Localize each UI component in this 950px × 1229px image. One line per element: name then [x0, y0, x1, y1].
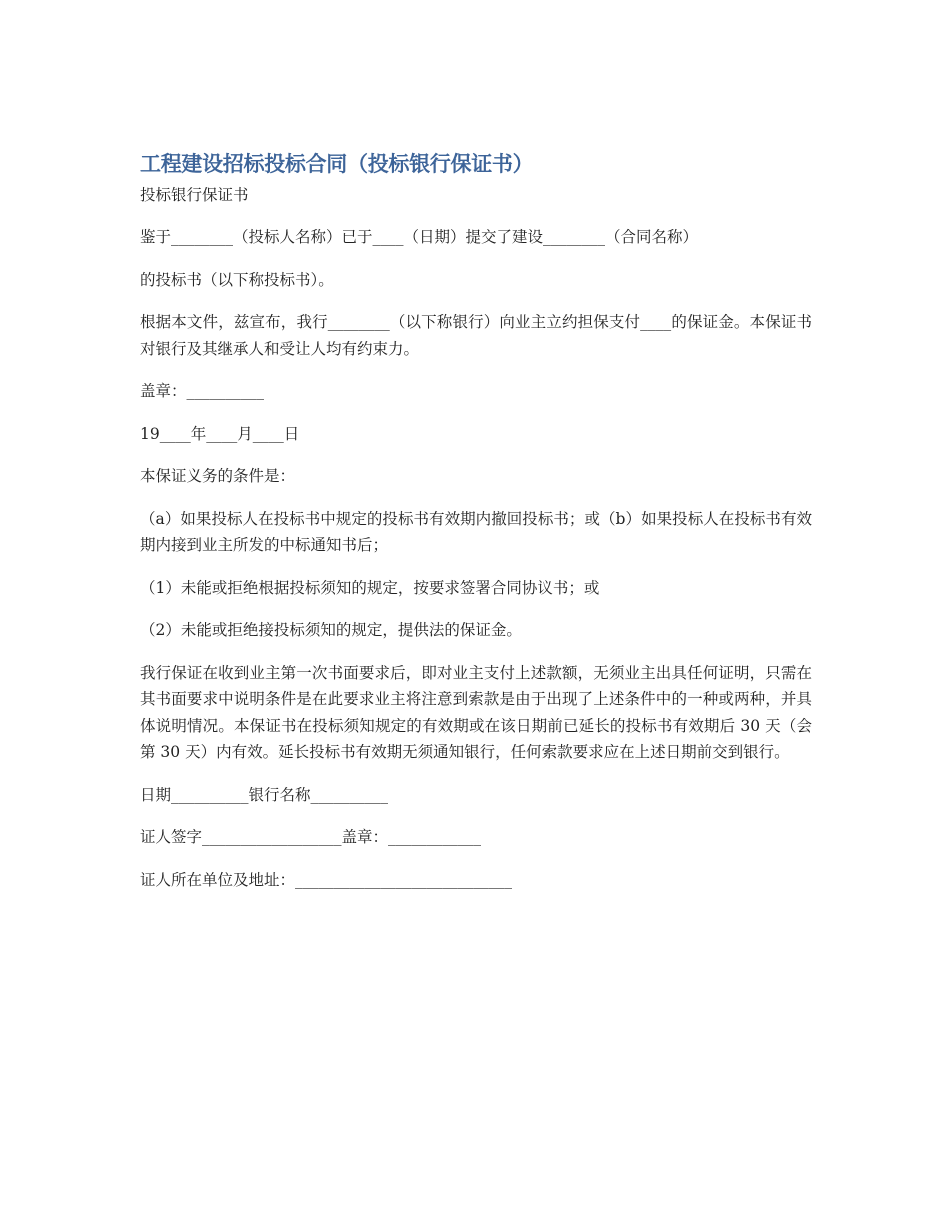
paragraph-declaration: 根据本文件，兹宣布，我行________（以下称银行）向业主立约担保支付____的保证金。本保证书对银行及其继承人和受让人均有约束力。 [140, 313, 812, 358]
paragraph-date-bank-name: 日期__________银行名称__________ [140, 785, 389, 804]
document-title: 工程建设招标投标合同（投标银行保证书） [140, 152, 534, 176]
paragraph-witness-address: 证人所在单位及地址：____________________________ [140, 870, 513, 889]
paragraph-witness-signature: 证人签字__________________盖章：____________ [140, 828, 482, 846]
paragraph-seal: 盖章：__________ [140, 382, 265, 400]
paragraph-guarantee: 我行保证在收到业主第一次书面要求后，即对业主支付上述款额，无须业主出具任何证明，只需在其书面要求中说明条件是在此要求业主将注意到索款是由于出现了上述条件中的一种或两种，并具体说明情况。本保证书在投标须知规定的有效期或在该日期前已延长的投标书有效期后 30 天（会第 30 天）内有效。延长投标书有效期无须通知银行，任何索款要求应在上述日期前交到银行。 [140, 663, 812, 761]
paragraph-bid-reference: 的投标书（以下称投标书）。 [140, 270, 334, 289]
paragraph-condition-a-b: （a）如果投标人在投标书中规定的投标书有效期内撤回投标书；或（b）如果投标人在投标书有效期内接到业主所发的中标通知书后； [140, 509, 812, 554]
document-subtitle: 投标银行保证书 [140, 186, 249, 204]
document-page [140, 148, 812, 893]
paragraph-condition-2: （2）未能或拒绝接投标须知的规定，提供法的保证金。 [140, 621, 522, 639]
paragraph-conditions-heading: 本保证义务的条件是： [140, 467, 296, 485]
paragraph-date: 19____年____月____日 [140, 424, 300, 443]
paragraph-condition-1: （1）未能或拒绝根据投标须知的规定，按要求签署合同协议书；或 [140, 578, 600, 597]
paragraph-whereas: 鉴于________（投标人名称）已于____（日期）提交了建设________（合同名称） [140, 228, 699, 246]
